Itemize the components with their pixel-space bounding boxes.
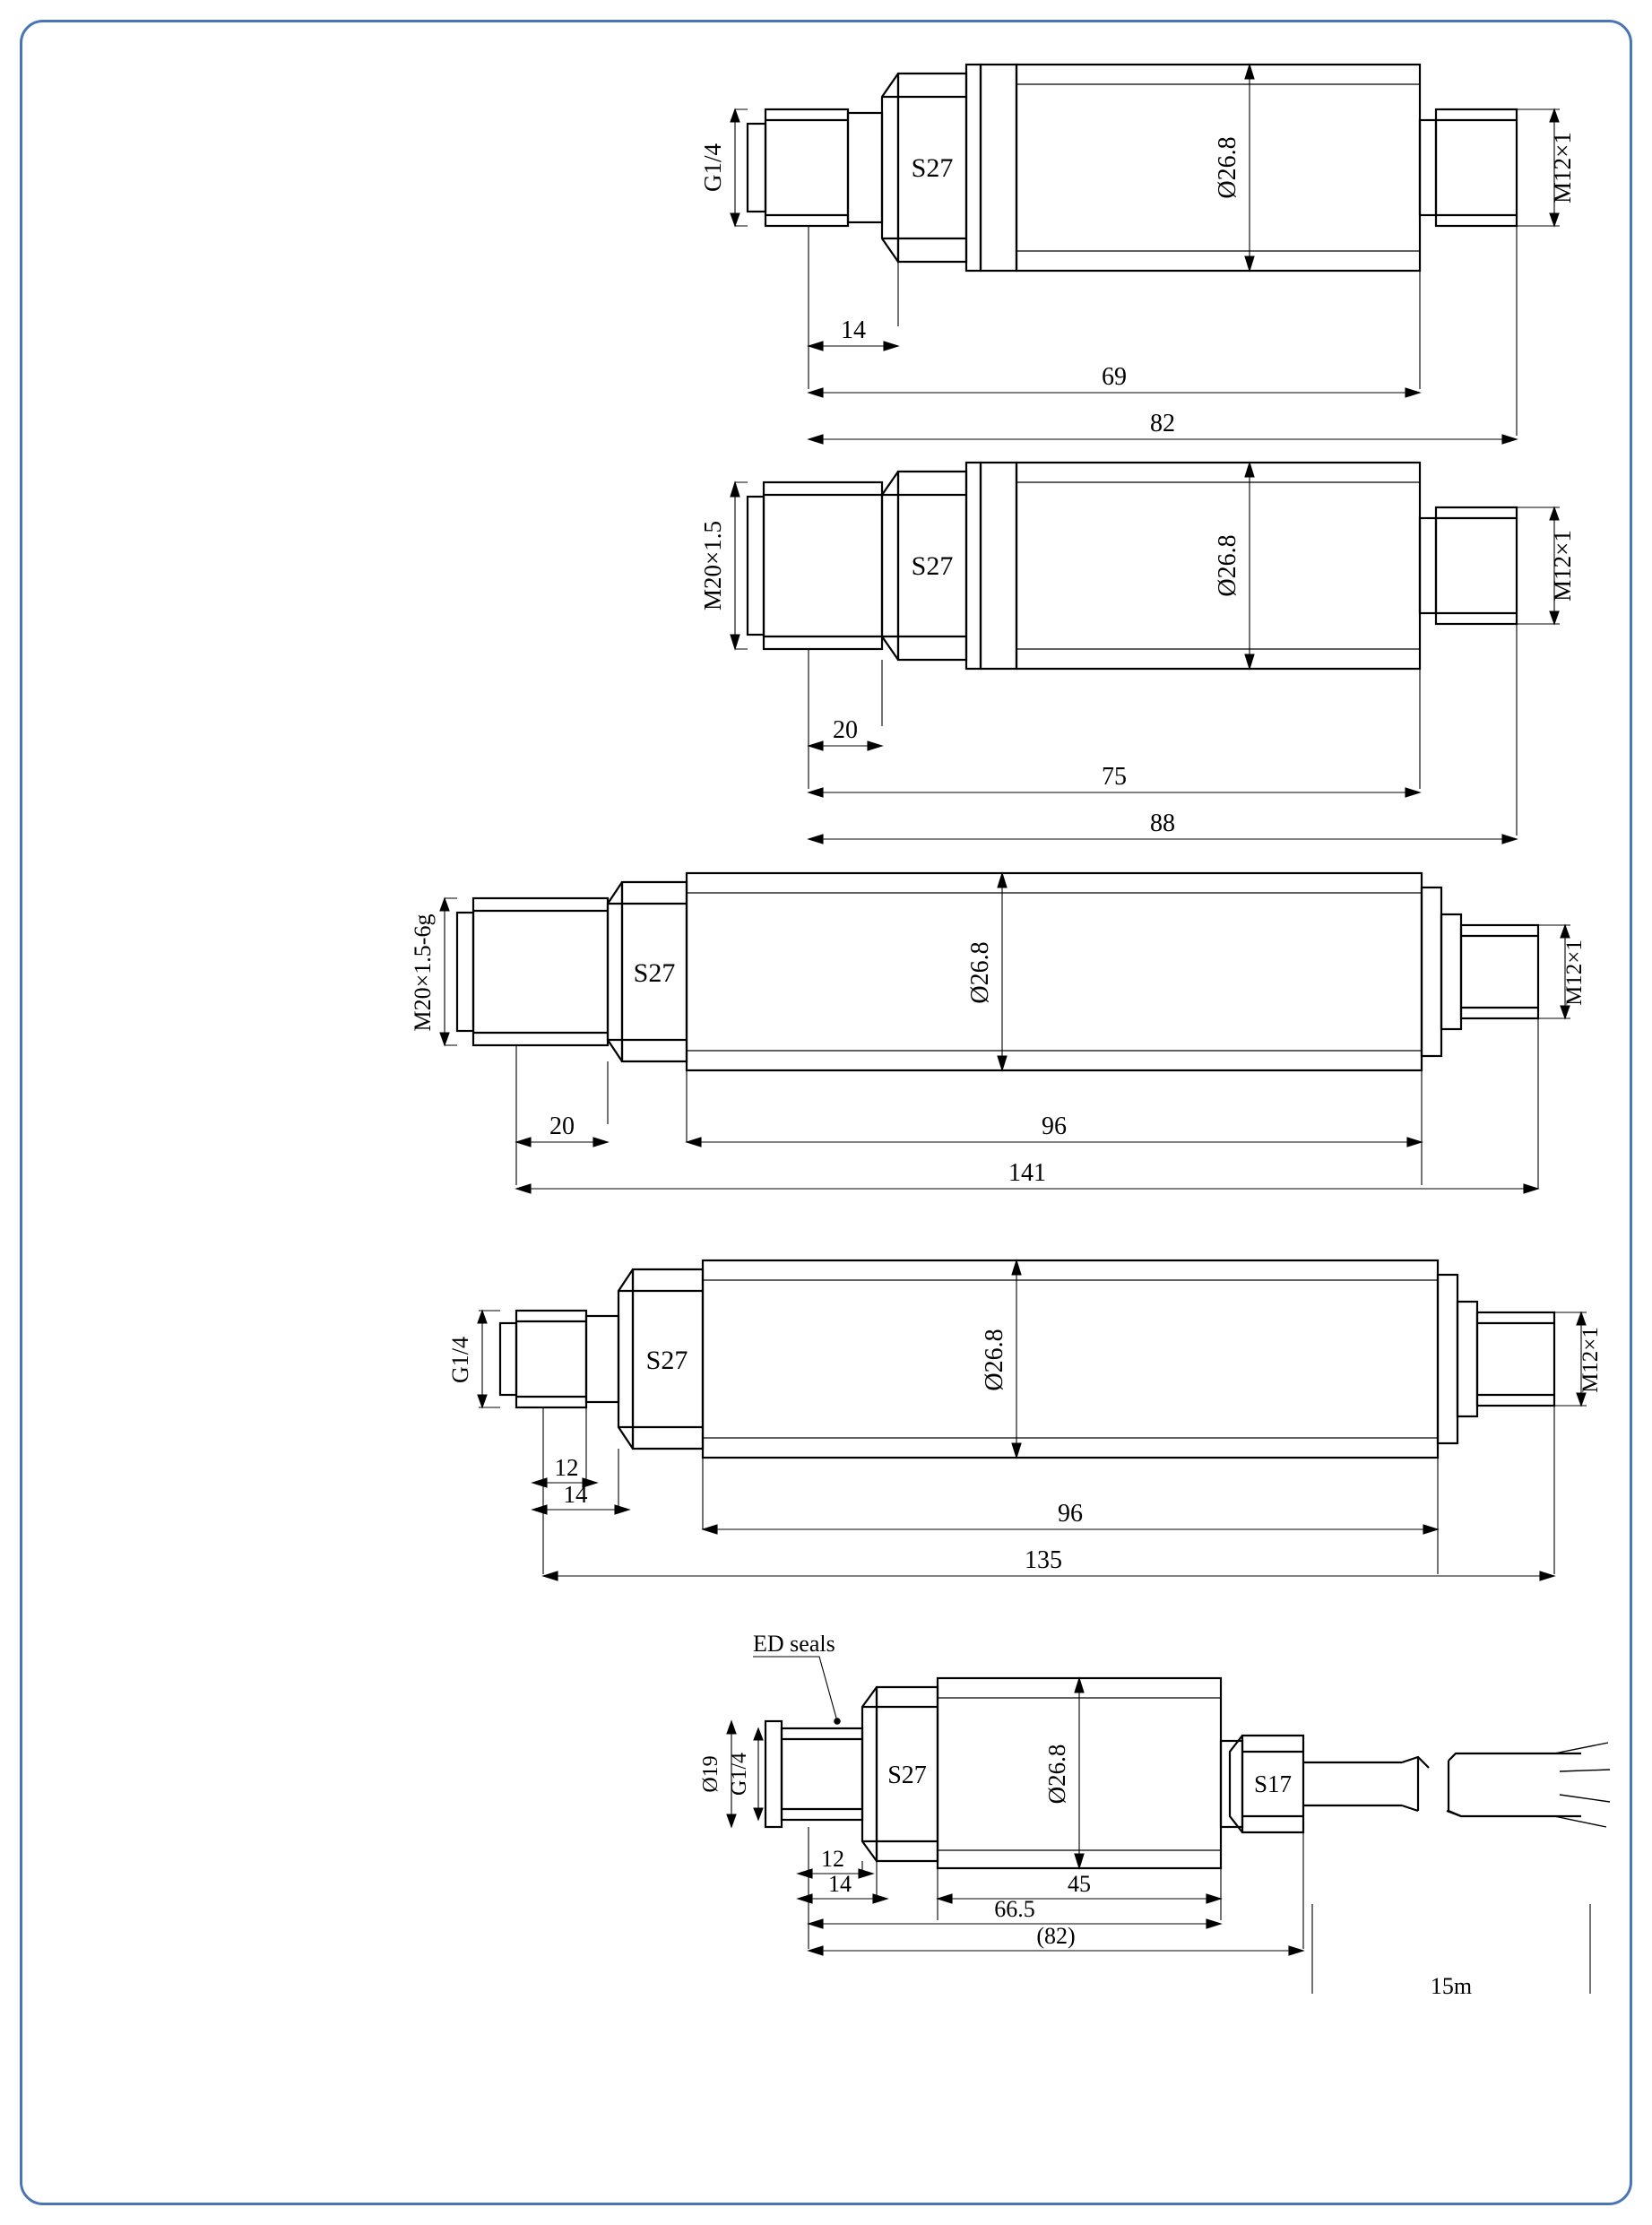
dimension-82: 82 (1150, 410, 1175, 437)
dimension-12: 12 (554, 1454, 579, 1481)
drawing-variant-4 (30, 1241, 1622, 1635)
dimension-135: 135 (1025, 1546, 1062, 1574)
dimension-66-5: 66.5 (994, 1896, 1035, 1922)
label-electrical: M12×1 (1549, 132, 1576, 203)
label-ed-seals-callout: ED seals (753, 1635, 835, 1657)
dimension-88: 88 (1150, 809, 1175, 837)
label-diameter: Ø26.8 (1043, 1744, 1070, 1805)
label-diameter: Ø26.8 (981, 1329, 1008, 1391)
dimension-14: 14 (828, 1871, 852, 1897)
label-process-thread: M20×1.5-6g (410, 913, 436, 1032)
dimension-20: 20 (549, 1112, 575, 1140)
dimension-75: 75 (1102, 763, 1127, 791)
drawing-sheet (30, 30, 1622, 2195)
label-process-thread: G1/4 (728, 1753, 751, 1796)
dimension-82: (82) (1036, 1923, 1076, 1949)
label-diameter: Ø26.8 (1214, 136, 1241, 199)
dimension-141: 141 (1008, 1159, 1046, 1187)
label-diameter: Ø26.8 (966, 941, 994, 1004)
drawing-variant-1 (30, 30, 1622, 452)
label-hex: S27 (911, 153, 954, 183)
label-hex: S27 (645, 1346, 688, 1375)
drawing-variant-3 (30, 846, 1622, 1241)
label-electrical: M12×1 (1578, 1327, 1603, 1393)
drawing-variant-2 (30, 452, 1622, 846)
drawing-variant-5 (30, 1635, 1622, 2012)
dimension-96: 96 (1042, 1112, 1067, 1140)
dimension-96: 96 (1058, 1500, 1083, 1528)
label-process-thread: M20×1.5 (699, 521, 726, 610)
dimension-45: 45 (1068, 1871, 1091, 1897)
dimension-14: 14 (563, 1481, 588, 1508)
dimension-20: 20 (833, 716, 858, 744)
label-cable-length: 15m (1430, 1973, 1473, 1999)
dimension-12: 12 (821, 1846, 844, 1872)
label-hex: S27 (633, 958, 676, 988)
label-seal-diameter: Ø19 (699, 1755, 722, 1793)
label-process-thread: G1/4 (447, 1337, 473, 1383)
dimension-14: 14 (841, 316, 866, 344)
label-cable-gland-hex: S17 (1253, 1770, 1293, 1797)
label-diameter: Ø26.8 (1214, 534, 1241, 597)
label-hex: S27 (911, 551, 954, 581)
dimension-69: 69 (1102, 363, 1127, 391)
label-electrical: M12×1 (1549, 530, 1576, 602)
label-process-thread: G1/4 (699, 143, 726, 192)
label-hex: S27 (887, 1762, 927, 1789)
label-electrical: M12×1 (1562, 939, 1587, 1006)
